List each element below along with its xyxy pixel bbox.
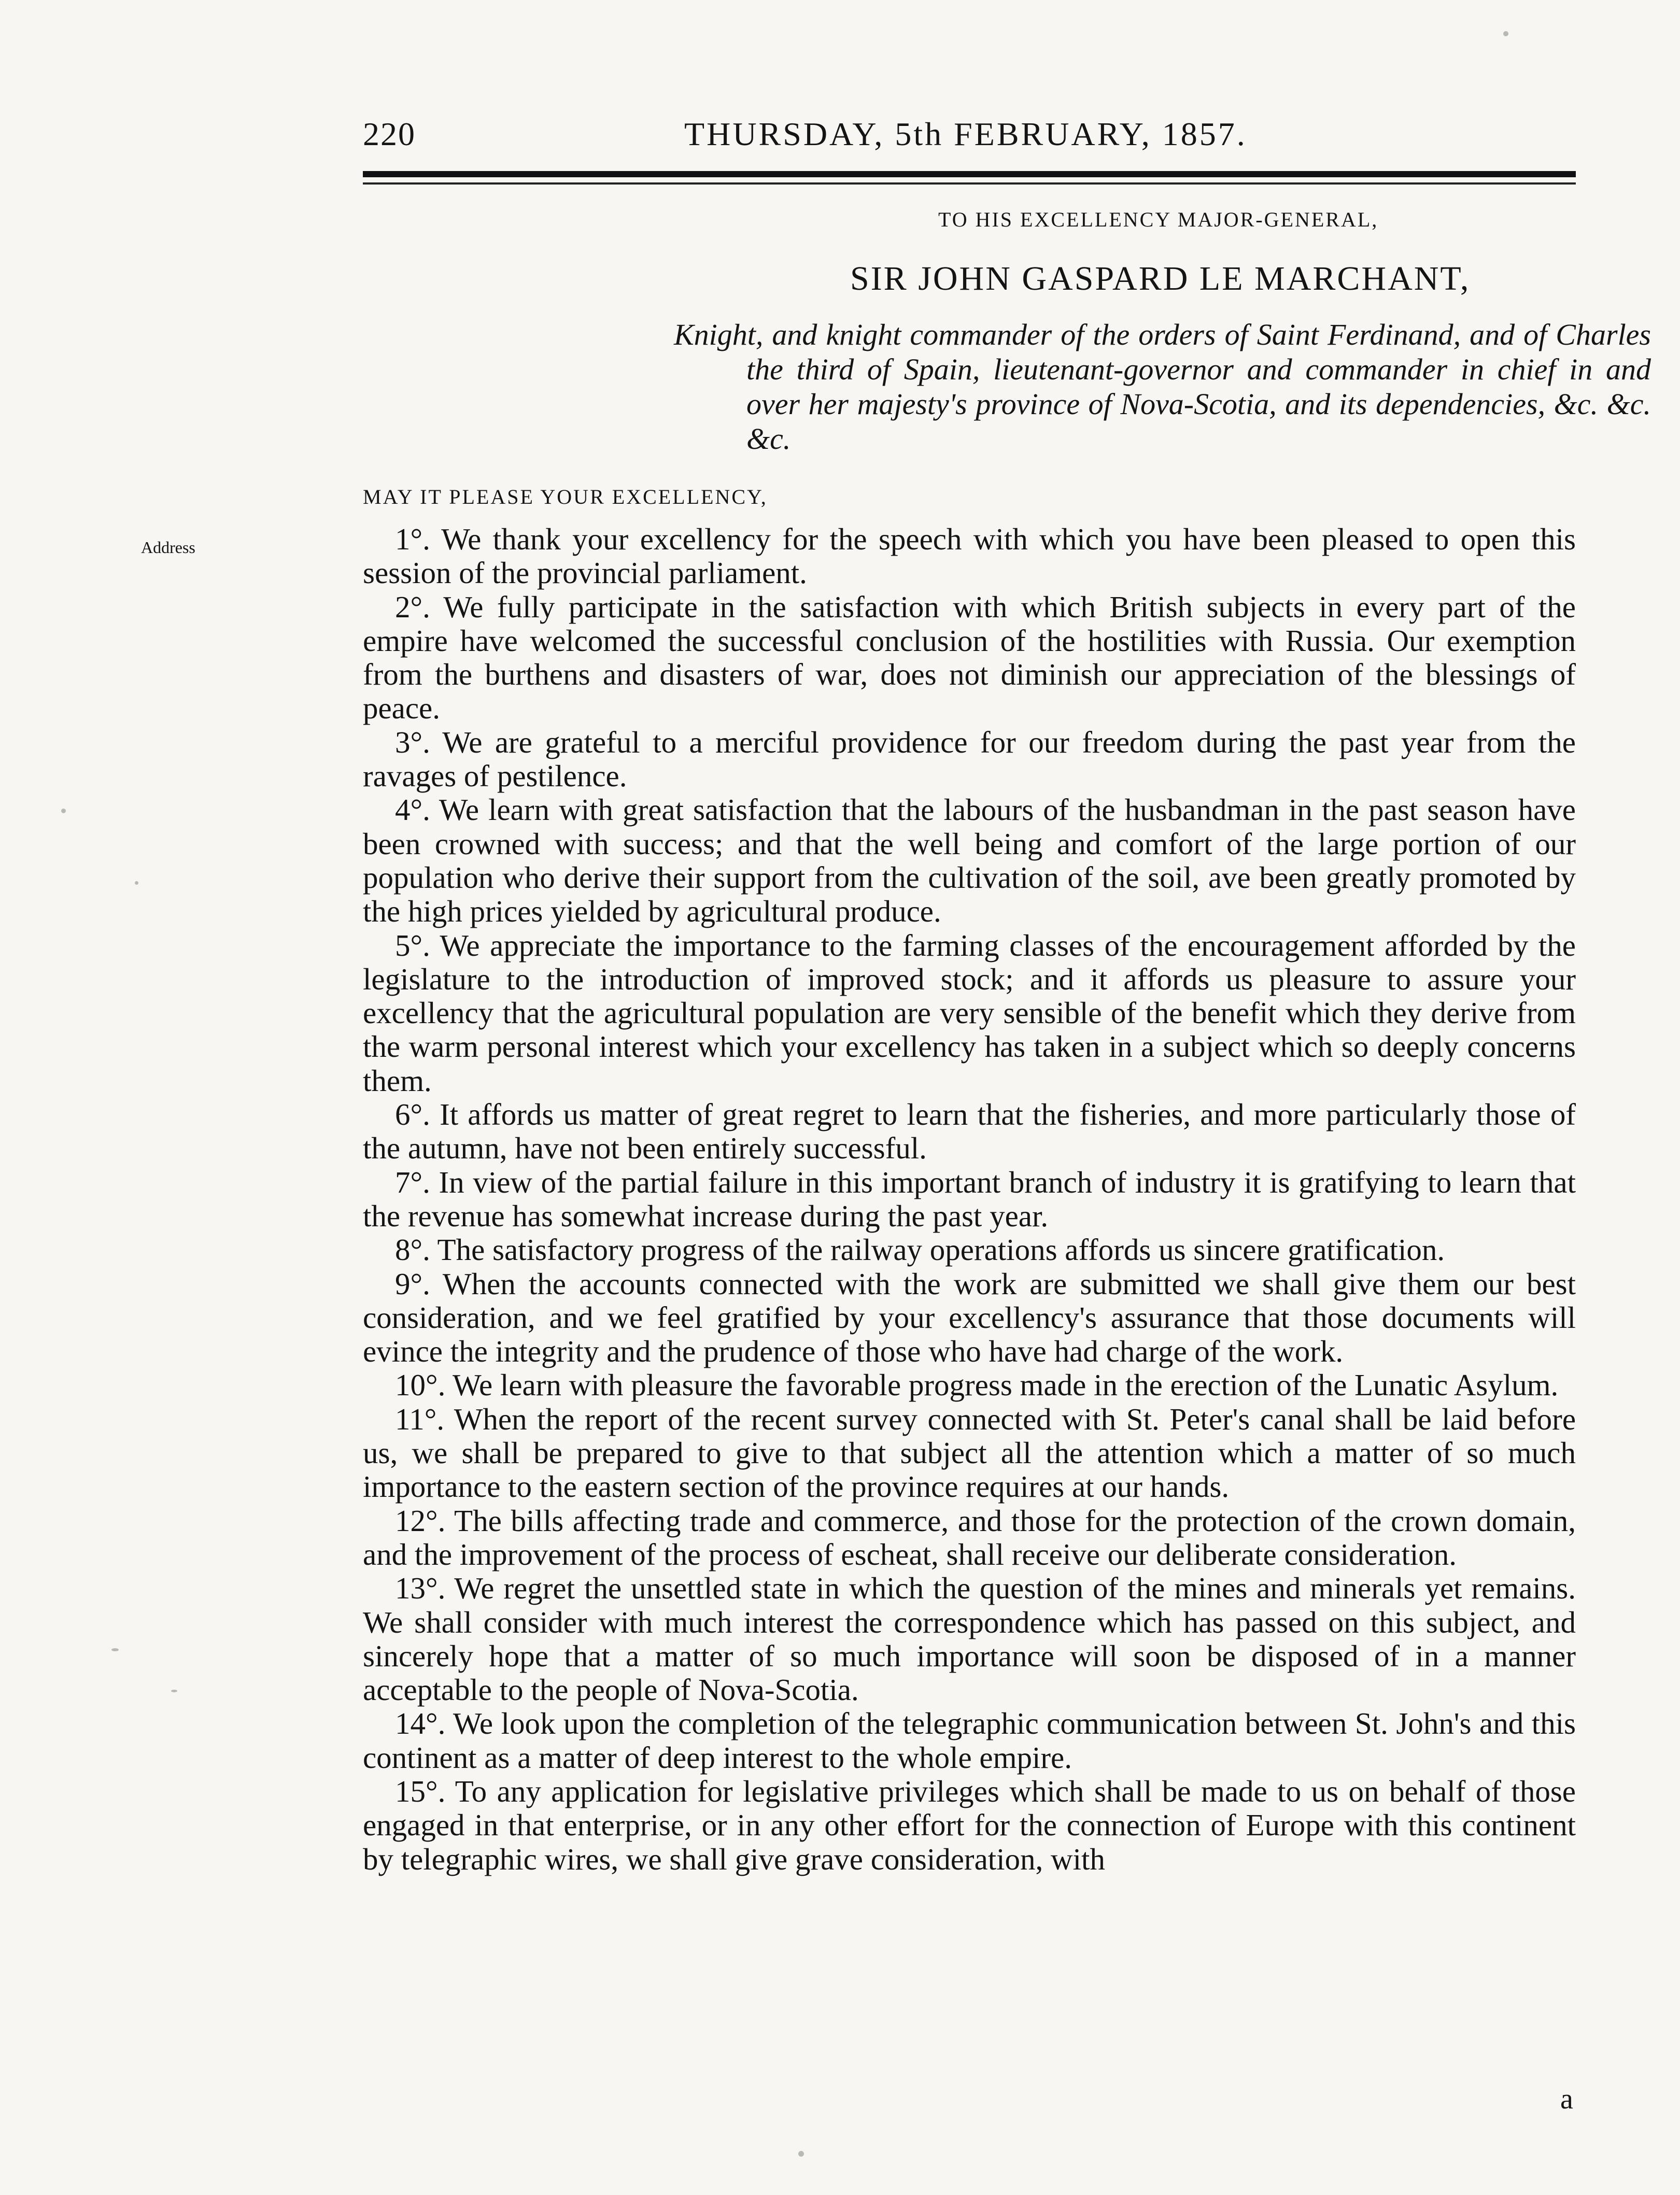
- paragraph-number: 6°.: [395, 1097, 430, 1132]
- paragraph-number: 2°.: [395, 589, 430, 624]
- paragraph-number: 13°.: [395, 1571, 446, 1606]
- paragraph-number: 4°.: [395, 792, 430, 827]
- paragraph-text: When the report of the recent survey connected with St. Peter's canal shall be laid before us, we shall be prepared to give to that subject all the attention which a matter of so much importance to the eastern section of the province requires at our hands.: [363, 1401, 1576, 1504]
- paragraph-number: 3°.: [395, 725, 430, 759]
- paragraph-15: [363, 1775, 1576, 1876]
- scan-speck: [171, 1690, 177, 1692]
- paragraph-11: [363, 1403, 1576, 1504]
- marginal-note: Address: [141, 538, 195, 557]
- paragraph-number: 8°.: [395, 1233, 430, 1267]
- paragraph-text: We are grateful to a merciful providence for our freedom during the past year from the ravages of pestilence.: [363, 725, 1576, 794]
- addressee-name: SIR JOHN GASPARD LE MARCHANT,: [850, 260, 1471, 298]
- scan-speck: [1503, 31, 1508, 36]
- paragraph-text: It affords us matter of great regret to learn that the fisheries, and more particularly those of the autumn, have not been entirely successful.: [363, 1097, 1576, 1166]
- paragraph-number: 10°.: [395, 1368, 446, 1403]
- header-rule-thin: [363, 182, 1576, 185]
- page-number: 220: [363, 116, 416, 152]
- address-body: [363, 522, 1576, 1876]
- address-to: TO HIS EXCELLENCY MAJOR-GENERAL,: [938, 208, 1379, 231]
- paragraph-text: We look upon the completion of the telegraphic communication between St. John's and this continent as a matter of deep interest to the whole empire.: [363, 1706, 1576, 1775]
- paragraph-text: We thank your excellency for the speech with which you have been pleased to open this session of the provincial parliament.: [363, 522, 1576, 590]
- scan-speck: [798, 2151, 804, 2157]
- paragraph-number: 14°.: [395, 1706, 446, 1741]
- paragraph-number: 5°.: [395, 928, 430, 962]
- paragraph-number: 11°.: [395, 1401, 445, 1436]
- paragraph-number: 9°.: [395, 1266, 430, 1301]
- paragraph-3: [363, 726, 1576, 794]
- paragraph-number: 1°.: [395, 522, 430, 556]
- paragraph-text: We appreciate the importance to the farming classes of the encouragement afforded by the legislature to the introduction of improved stock; and it affords us pleasure to assure your excellency that the agricultural population are very sensible of the benefit which they derive from the warm personal interest which your excellency has taken in a subject which so deeply concerns them.: [363, 928, 1576, 1098]
- paragraph-2: [363, 590, 1576, 726]
- paragraph-8: [363, 1233, 1576, 1267]
- paragraph-14: [363, 1707, 1576, 1775]
- paragraph-text: We regret the unsettled state in which the question of the mines and minerals yet remains. We shall consider with much interest the correspondence which has passed on this subject, and sincerely hope that a matter of so much importance will soon be disposed of in a manner acceptable to the people of Nova-Scotia.: [363, 1571, 1576, 1707]
- addressee-titles: Knight, and knight commander of the orders of Saint Ferdinand, and of Charles the third of Spain, lieutenant-governor and commander in chief in and over her majesty's province of Nova-Scotia, and its dependencies, &c. &c. &c.: [674, 318, 1651, 456]
- paragraph-number: 12°.: [395, 1503, 446, 1538]
- paragraph-13: [363, 1571, 1576, 1707]
- paragraph-text: We learn with pleasure the favorable progress made in the erection of the Lunatic Asylum.: [453, 1368, 1559, 1403]
- opening-salutation: MAY IT PLEASE YOUR EXCELLENCY,: [363, 485, 768, 508]
- catchword: a: [1560, 2083, 1573, 2115]
- page-header: [363, 115, 1576, 164]
- paragraph-text: The satisfactory progress of the railway operations affords us sincere gratification.: [437, 1233, 1445, 1267]
- header-rule-thick: [363, 171, 1576, 177]
- paragraph-5: [363, 929, 1576, 1098]
- paragraph-4: [363, 793, 1576, 928]
- paragraph-number: 7°.: [395, 1165, 430, 1199]
- scan-speck: [135, 881, 138, 885]
- paragraph-text: When the accounts connected with the work are submitted we shall give them our best consideration, and we feel gratified by your excellency's assurance that those documents will evince the integrity and the prudence of those who have had charge of the work.: [363, 1266, 1576, 1369]
- paragraph-text: In view of the partial failure in this important branch of industry it is gratifying to learn that the revenue has somewhat increase during the past year.: [363, 1165, 1576, 1233]
- running-head-date: THURSDAY, 5th FEBRUARY, 1857.: [684, 116, 1247, 152]
- scan-speck: [111, 1648, 119, 1651]
- scan-speck: [61, 809, 66, 813]
- paragraph-text: We learn with great satisfaction that the labours of the husbandman in the past season have been crowned with success; and that the well being and comfort of the large portion of our population who derive their support from the cultivation of the soil, ave been greatly promoted by the high prices yielded by agricultural produce.: [363, 792, 1576, 929]
- paragraph-number: 15°.: [395, 1774, 446, 1808]
- paragraph-text: To any application for legislative privileges which shall be made to us on behalf of those engaged in that enterprise, or in any other effort for the connection of Europe with this continent by telegraphic wires, we shall give grave consideration, with: [363, 1774, 1576, 1876]
- paragraph-7: [363, 1166, 1576, 1234]
- paragraph-1: [363, 522, 1576, 590]
- paragraph-12: [363, 1504, 1576, 1572]
- paragraph-9: [363, 1267, 1576, 1369]
- paragraph-10: [363, 1368, 1576, 1402]
- paragraph-text: The bills affecting trade and commerce, and those for the protection of the crown domain, and the improvement of the process of escheat, shall receive our deliberate consideration.: [363, 1503, 1576, 1571]
- paragraph-text: We fully participate in the satisfaction with which British subjects in every part of the empire have welcomed the successful conclusion of the hostilities with Russia. Our exemption from the burthens and disasters of war, does not diminish our appreciation of the blessings of peace.: [363, 589, 1576, 726]
- paragraph-6: [363, 1098, 1576, 1166]
